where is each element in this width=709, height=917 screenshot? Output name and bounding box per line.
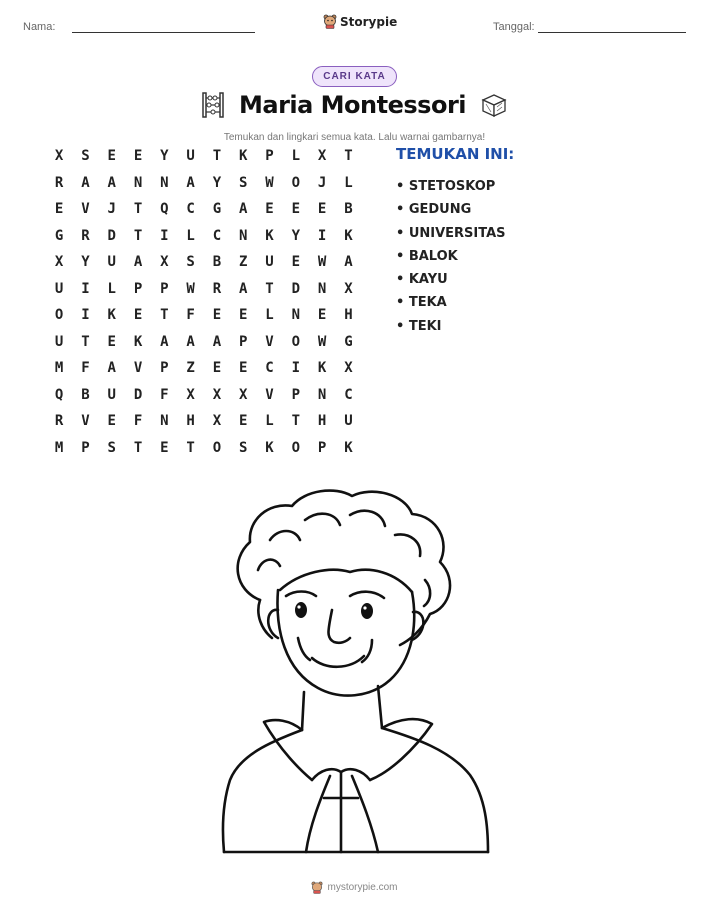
grid-cell[interactable]: N — [160, 174, 169, 191]
title-row — [0, 91, 709, 119]
grid-cell[interactable]: T — [160, 307, 169, 324]
grid-cell[interactable]: T — [344, 148, 353, 165]
grid-cell[interactable]: K — [133, 333, 143, 350]
grid-cell[interactable]: T — [291, 413, 301, 430]
category-badge: CARI KATA — [312, 66, 397, 87]
maria-montessori-illustration[interactable] — [200, 480, 510, 860]
grid-cell[interactable]: F — [133, 413, 143, 430]
word-search-grid — [46, 143, 362, 461]
grid-cell[interactable]: N — [291, 307, 301, 324]
grid-cell[interactable]: J — [317, 174, 327, 191]
grid-cell[interactable]: X — [239, 386, 248, 403]
grid-cell[interactable]: E — [133, 307, 143, 324]
grid-cell[interactable]: W — [317, 254, 327, 271]
grid-cell[interactable]: T — [81, 333, 90, 350]
date-field[interactable] — [538, 32, 686, 33]
grid-cell[interactable]: V — [81, 413, 90, 430]
grid-cell[interactable]: X — [160, 254, 169, 271]
grid-cell[interactable]: T — [133, 227, 143, 244]
grid-cell[interactable]: X — [317, 148, 327, 165]
grid-cell[interactable]: I — [81, 307, 90, 324]
grid-cell[interactable]: A — [160, 333, 169, 350]
grid-cell[interactable]: O — [212, 439, 222, 456]
grid-cell[interactable]: T — [186, 439, 195, 456]
grid-cell[interactable]: E — [212, 360, 222, 377]
grid-cell[interactable]: R — [212, 280, 222, 297]
grid-cell[interactable]: T — [133, 439, 143, 456]
grid-cell[interactable]: W — [265, 174, 274, 191]
grid-cell[interactable]: E — [54, 201, 64, 218]
grid-cell[interactable]: F — [186, 307, 195, 324]
grid-cell[interactable]: A — [344, 254, 353, 271]
grid-cell[interactable]: S — [81, 148, 90, 165]
grid-cell[interactable]: E — [212, 307, 222, 324]
abacus-icon — [201, 92, 225, 118]
storypie-mascot-icon — [311, 881, 323, 894]
grid-cell[interactable]: O — [291, 174, 301, 191]
grid-cell[interactable]: H — [186, 413, 195, 430]
grid-cell[interactable]: Q — [54, 386, 64, 403]
grid-cell[interactable]: K — [265, 439, 274, 456]
grid-cell[interactable]: Z — [239, 254, 248, 271]
grid-cell[interactable]: Z — [186, 360, 195, 377]
grid-cell[interactable]: X — [212, 413, 222, 430]
word-list-item: • STETOSKOP — [396, 179, 496, 194]
grid-cell[interactable]: A — [107, 174, 116, 191]
grid-cell[interactable]: Y — [291, 227, 301, 244]
grid-cell[interactable]: C — [344, 386, 353, 403]
grid-cell[interactable]: A — [239, 280, 248, 297]
footer — [311, 881, 397, 894]
grid-cell[interactable]: O — [291, 333, 301, 350]
grid-cell[interactable]: E — [107, 148, 116, 165]
grid-cell[interactable]: D — [107, 227, 116, 244]
grid-cell[interactable]: I — [317, 227, 327, 244]
grid-cell[interactable]: P — [81, 439, 90, 456]
grid-cell[interactable]: D — [133, 386, 143, 403]
word-list-item: • UNIVERSITAS — [396, 225, 506, 241]
grid-cell[interactable]: N — [317, 280, 327, 297]
grid-cell[interactable]: E — [133, 148, 143, 165]
grid-cell[interactable]: E — [107, 333, 116, 350]
word-list-title: TEMUKAN INI: — [396, 145, 515, 163]
grid-cell[interactable]: E — [239, 413, 248, 430]
grid-cell[interactable]: F — [160, 386, 169, 403]
grid-cell[interactable]: I — [160, 227, 169, 244]
grid-cell[interactable]: P — [160, 360, 169, 377]
word-list-item: • TEKA — [396, 295, 447, 311]
grid-cell[interactable]: U — [186, 148, 195, 165]
grid-cell[interactable]: V — [265, 386, 274, 403]
grid-cell[interactable]: Y — [81, 254, 90, 271]
grid-cell[interactable]: X — [54, 148, 64, 165]
grid-cell[interactable]: K — [344, 439, 353, 456]
grid-cell[interactable]: E — [107, 413, 116, 430]
word-list — [396, 175, 514, 338]
wooden-block-icon — [480, 93, 508, 117]
grid-cell[interactable]: N — [133, 174, 143, 191]
grid-cell[interactable]: E — [317, 307, 327, 324]
grid-cell[interactable]: M — [54, 439, 64, 456]
grid-cell[interactable]: G — [54, 227, 64, 244]
grid-cell[interactable]: H — [317, 413, 327, 430]
grid-cell[interactable]: X — [212, 386, 222, 403]
grid-cell[interactable]: M — [54, 360, 64, 377]
grid-cell[interactable]: E — [317, 201, 327, 218]
grid-cell[interactable]: A — [239, 201, 248, 218]
grid-cell[interactable]: E — [160, 439, 169, 456]
grid-cell[interactable]: E — [239, 360, 248, 377]
grid-cell[interactable]: A — [107, 360, 116, 377]
grid-cell[interactable]: L — [107, 280, 116, 297]
grid-cell[interactable]: L — [186, 227, 195, 244]
grid-cell[interactable]: P — [133, 280, 143, 297]
grid-cell[interactable]: R — [54, 413, 64, 430]
grid-cell[interactable]: R — [54, 174, 64, 191]
grid-cell[interactable]: O — [54, 307, 64, 324]
grid-cell[interactable]: A — [212, 333, 222, 350]
grid-cell[interactable]: L — [265, 307, 274, 324]
word-list-item: • KAYU — [396, 272, 448, 288]
grid-cell[interactable]: Y — [212, 174, 222, 191]
grid-cell[interactable]: U — [54, 333, 64, 350]
storypie-logo — [323, 14, 397, 29]
grid-cell[interactable]: P — [291, 386, 301, 403]
grid-cell[interactable]: K — [317, 360, 327, 377]
storypie-mascot-icon — [323, 14, 337, 29]
grid-cell[interactable]: L — [344, 174, 353, 191]
grid-cell[interactable]: I — [81, 280, 90, 297]
grid-cell[interactable]: N — [317, 386, 327, 403]
grid-cell[interactable]: Y — [160, 148, 169, 165]
word-list-item: • BALOK — [396, 248, 458, 264]
grid-cell[interactable]: P — [317, 439, 327, 456]
grid-cell[interactable]: R — [81, 227, 90, 244]
grid-cell[interactable]: D — [291, 280, 301, 297]
grid-cell[interactable]: T — [133, 201, 143, 218]
footer-url[interactable]: mystorypie.com — [327, 882, 398, 893]
grid-cell[interactable]: U — [265, 254, 274, 271]
grid-cell[interactable]: E — [265, 201, 274, 218]
grid-cell[interactable]: V — [81, 201, 90, 218]
grid-cell[interactable]: U — [107, 386, 116, 403]
grid-cell[interactable]: H — [344, 307, 353, 324]
grid-cell[interactable]: U — [107, 254, 116, 271]
name-label: Nama: — [23, 21, 56, 33]
grid-cell[interactable]: B — [344, 201, 353, 218]
grid-cell[interactable]: S — [239, 439, 248, 456]
grid-cell[interactable]: A — [186, 333, 195, 350]
grid-cell[interactable]: A — [133, 254, 143, 271]
grid-cell[interactable]: P — [239, 333, 248, 350]
grid-cell[interactable]: A — [186, 174, 195, 191]
brand-name: Storypie — [340, 14, 398, 29]
grid-cell[interactable]: W — [317, 333, 327, 350]
grid-cell[interactable]: X — [344, 360, 353, 377]
grid-cell[interactable]: N — [160, 413, 169, 430]
grid-cell[interactable]: Q — [160, 201, 169, 218]
grid-cell[interactable]: U — [54, 280, 64, 297]
grid-cell[interactable]: K — [344, 227, 353, 244]
grid-cell[interactable]: S — [239, 174, 248, 191]
grid-cell[interactable]: U — [344, 413, 353, 430]
grid-cell[interactable]: S — [186, 254, 195, 271]
grid-cell[interactable]: E — [291, 201, 301, 218]
grid-cell[interactable]: E — [239, 307, 248, 324]
grid-cell[interactable]: C — [186, 201, 195, 218]
grid-cell[interactable]: B — [212, 254, 222, 271]
grid-cell[interactable]: O — [291, 439, 301, 456]
grid-cell[interactable]: B — [81, 386, 90, 403]
grid-cell[interactable]: G — [344, 333, 353, 350]
grid-cell[interactable]: C — [212, 227, 222, 244]
grid-cell[interactable]: J — [107, 201, 116, 218]
grid-cell[interactable]: P — [265, 148, 274, 165]
grid-cell[interactable]: W — [186, 280, 195, 297]
grid-cell[interactable]: L — [291, 148, 301, 165]
word-list-item: • GEDUNG — [396, 202, 472, 218]
grid-cell[interactable]: A — [81, 174, 90, 191]
grid-cell[interactable]: T — [212, 148, 222, 165]
grid-cell[interactable]: C — [265, 360, 274, 377]
grid-cell[interactable]: E — [291, 254, 301, 271]
grid-cell[interactable]: X — [344, 280, 353, 297]
grid-cell[interactable]: S — [107, 439, 116, 456]
grid-cell[interactable]: L — [265, 413, 274, 430]
date-label: Tanggal: — [493, 21, 535, 33]
grid-cell[interactable]: F — [81, 360, 90, 377]
word-list-item: • TEKI — [396, 318, 442, 334]
grid-cell[interactable]: P — [160, 280, 169, 297]
grid-cell[interactable]: T — [265, 280, 274, 297]
name-field[interactable] — [72, 32, 255, 33]
grid-cell[interactable]: N — [239, 227, 248, 244]
page-title: Maria Montessori — [238, 91, 467, 119]
grid-cell[interactable]: V — [265, 333, 274, 350]
grid-cell[interactable]: X — [186, 386, 195, 403]
grid-cell[interactable]: K — [107, 307, 116, 324]
grid-cell[interactable]: V — [133, 360, 143, 377]
grid-cell[interactable]: K — [239, 148, 248, 165]
word-list-panel — [396, 145, 514, 338]
instructions: Temukan dan lingkari semua kata. Lalu warnai gambarnya! — [223, 132, 486, 143]
grid-cell[interactable]: G — [212, 201, 222, 218]
grid-cell[interactable]: I — [291, 360, 301, 377]
grid-cell[interactable]: X — [54, 254, 64, 271]
grid-cell[interactable]: K — [265, 227, 274, 244]
